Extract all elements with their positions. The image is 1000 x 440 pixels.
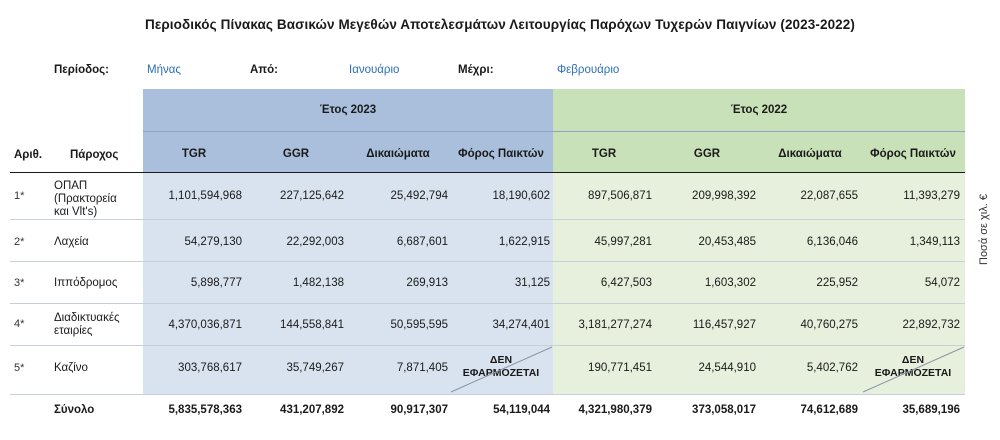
cell-rights-2023: 6,687,601	[396, 236, 448, 248]
total-tax-2023: 54,119,044	[493, 404, 550, 416]
col-rights-2023: Δικαιώματα	[366, 148, 430, 160]
total-label: Σύνολο	[54, 404, 95, 416]
total-rights-2023: 90,917,307	[390, 404, 448, 416]
total-tax-2022: 35,689,196	[902, 404, 960, 416]
provider-header: Πάροχος	[70, 149, 119, 161]
cell-rights-2023: 50,595,595	[390, 319, 448, 331]
period-value[interactable]: Μήνας	[147, 64, 181, 76]
cell-tgr-2022: 45,997,281	[594, 236, 652, 248]
total-tgr-2022: 4,321,980,379	[578, 404, 652, 416]
strike-line	[863, 347, 964, 392]
provider-name: Διαδικτυακές εταιρίες	[54, 312, 120, 337]
col-rights-2022: Δικαιώματα	[778, 148, 842, 160]
cell-rights-2022: 6,136,046	[806, 236, 858, 248]
provider-name: Λαχεία	[54, 236, 89, 248]
cell-ggr-2022: 1,603,302	[704, 277, 756, 289]
cell-rights-2022: 40,760,275	[800, 319, 858, 331]
row-index: 3*	[14, 277, 25, 289]
cell-ggr-2023: 144,558,841	[280, 319, 344, 331]
cell-rights-2022: 5,402,762	[806, 362, 858, 374]
cell-ggr-2023: 227,125,642	[280, 190, 344, 202]
col-tax-2022: Φόρος Παικτών	[870, 148, 956, 160]
page-title: Περιοδικός Πίνακας Βασικών Μεγεθών Αποτελεσμάτων Λειτουργίας Παρόχων Τυχερών Παιγνίων (2023-2022)	[144, 17, 855, 32]
amounts-unit-note: Ποσά σε χιλ. €	[978, 194, 990, 265]
cell-tax-2022: 1,349,113	[909, 236, 960, 248]
col-ggr-2022: GGR	[693, 148, 721, 160]
row-index: 1*	[14, 190, 25, 202]
cell-ggr-2022: 116,457,927	[692, 319, 756, 331]
cell-ggr-2022: 24,544,910	[698, 362, 756, 374]
col-tgr-2022: TGR	[591, 148, 617, 160]
cell-tax-2023: 34,274,401	[492, 319, 550, 331]
to-label: Μέχρι:	[458, 64, 494, 76]
to-value[interactable]: Φεβρουάριο	[557, 64, 620, 76]
cell-tax-2022-na: ΔΕΝ ΕΦΑΡΜΟΖΕΤΑΙ	[874, 354, 952, 379]
cell-rights-2022: 225,952	[816, 277, 858, 289]
cell-tax-2022: 11,393,279	[903, 190, 960, 202]
cell-tax-2023: 18,190,602	[492, 190, 550, 202]
period-label: Περίοδος:	[54, 64, 109, 76]
total-rights-2022: 74,612,689	[800, 404, 858, 416]
cell-rights-2023: 7,871,405	[396, 362, 448, 374]
provider-name: ΟΠΑΠ (Πρακτορεία και Vlt's)	[54, 180, 117, 218]
cell-tax-2022: 54,072	[924, 277, 960, 289]
row-index: 2*	[14, 236, 25, 248]
cell-tax-2023: 31,125	[514, 277, 550, 289]
cell-tgr-2023: 54,279,130	[184, 236, 242, 248]
from-label: Από:	[250, 64, 278, 76]
cell-ggr-2022: 209,998,392	[692, 190, 756, 202]
cell-ggr-2023: 1,482,138	[292, 277, 344, 289]
cell-tgr-2022: 190,771,451	[588, 362, 652, 374]
cell-ggr-2023: 35,749,267	[286, 362, 344, 374]
cell-tgr-2023: 1,101,594,968	[168, 190, 242, 202]
row-index: 4*	[14, 318, 25, 330]
cell-ggr-2022: 20,453,485	[698, 236, 756, 248]
cell-rights-2022: 22,087,655	[800, 190, 858, 202]
col-tax-2023: Φόρος Παικτών	[458, 148, 544, 160]
cell-rights-2023: 269,913	[406, 277, 448, 289]
cell-tgr-2022: 6,427,503	[600, 277, 652, 289]
cell-tax-2022: 22,892,732	[902, 319, 960, 331]
cell-tax-2023-na: ΔΕΝ ΕΦΑΡΜΟΖΕΤΑΙ	[462, 354, 540, 379]
provider-name: Καζίνο	[54, 362, 88, 374]
year-2023-label: Έτος 2023	[319, 104, 377, 116]
cell-tgr-2022: 897,506,871	[588, 190, 652, 202]
row-index: 5*	[14, 362, 25, 374]
cell-rights-2023: 25,492,794	[390, 190, 448, 202]
total-tgr-2023: 5,835,578,363	[168, 404, 242, 416]
cell-tgr-2023: 5,898,777	[190, 277, 242, 289]
provider-name: Ιππόδρομος	[54, 277, 118, 289]
strike-line	[451, 347, 552, 392]
cell-tax-2023: 1,622,915	[498, 236, 550, 248]
cell-tgr-2022: 3,181,277,274	[578, 319, 652, 331]
col-tgr-2023: TGR	[181, 148, 207, 160]
cell-tgr-2023: 303,768,617	[178, 362, 242, 374]
cell-ggr-2023: 22,292,003	[286, 236, 344, 248]
cell-tgr-2023: 4,370,036,871	[168, 319, 242, 331]
total-ggr-2022: 373,058,017	[692, 404, 756, 416]
col-ggr-2023: GGR	[282, 148, 310, 160]
from-value[interactable]: Ιανουάριο	[349, 64, 400, 76]
index-header: Αριθ.	[14, 149, 43, 161]
total-ggr-2023: 431,207,892	[280, 404, 344, 416]
year-2022-label: Έτος 2022	[730, 104, 788, 116]
